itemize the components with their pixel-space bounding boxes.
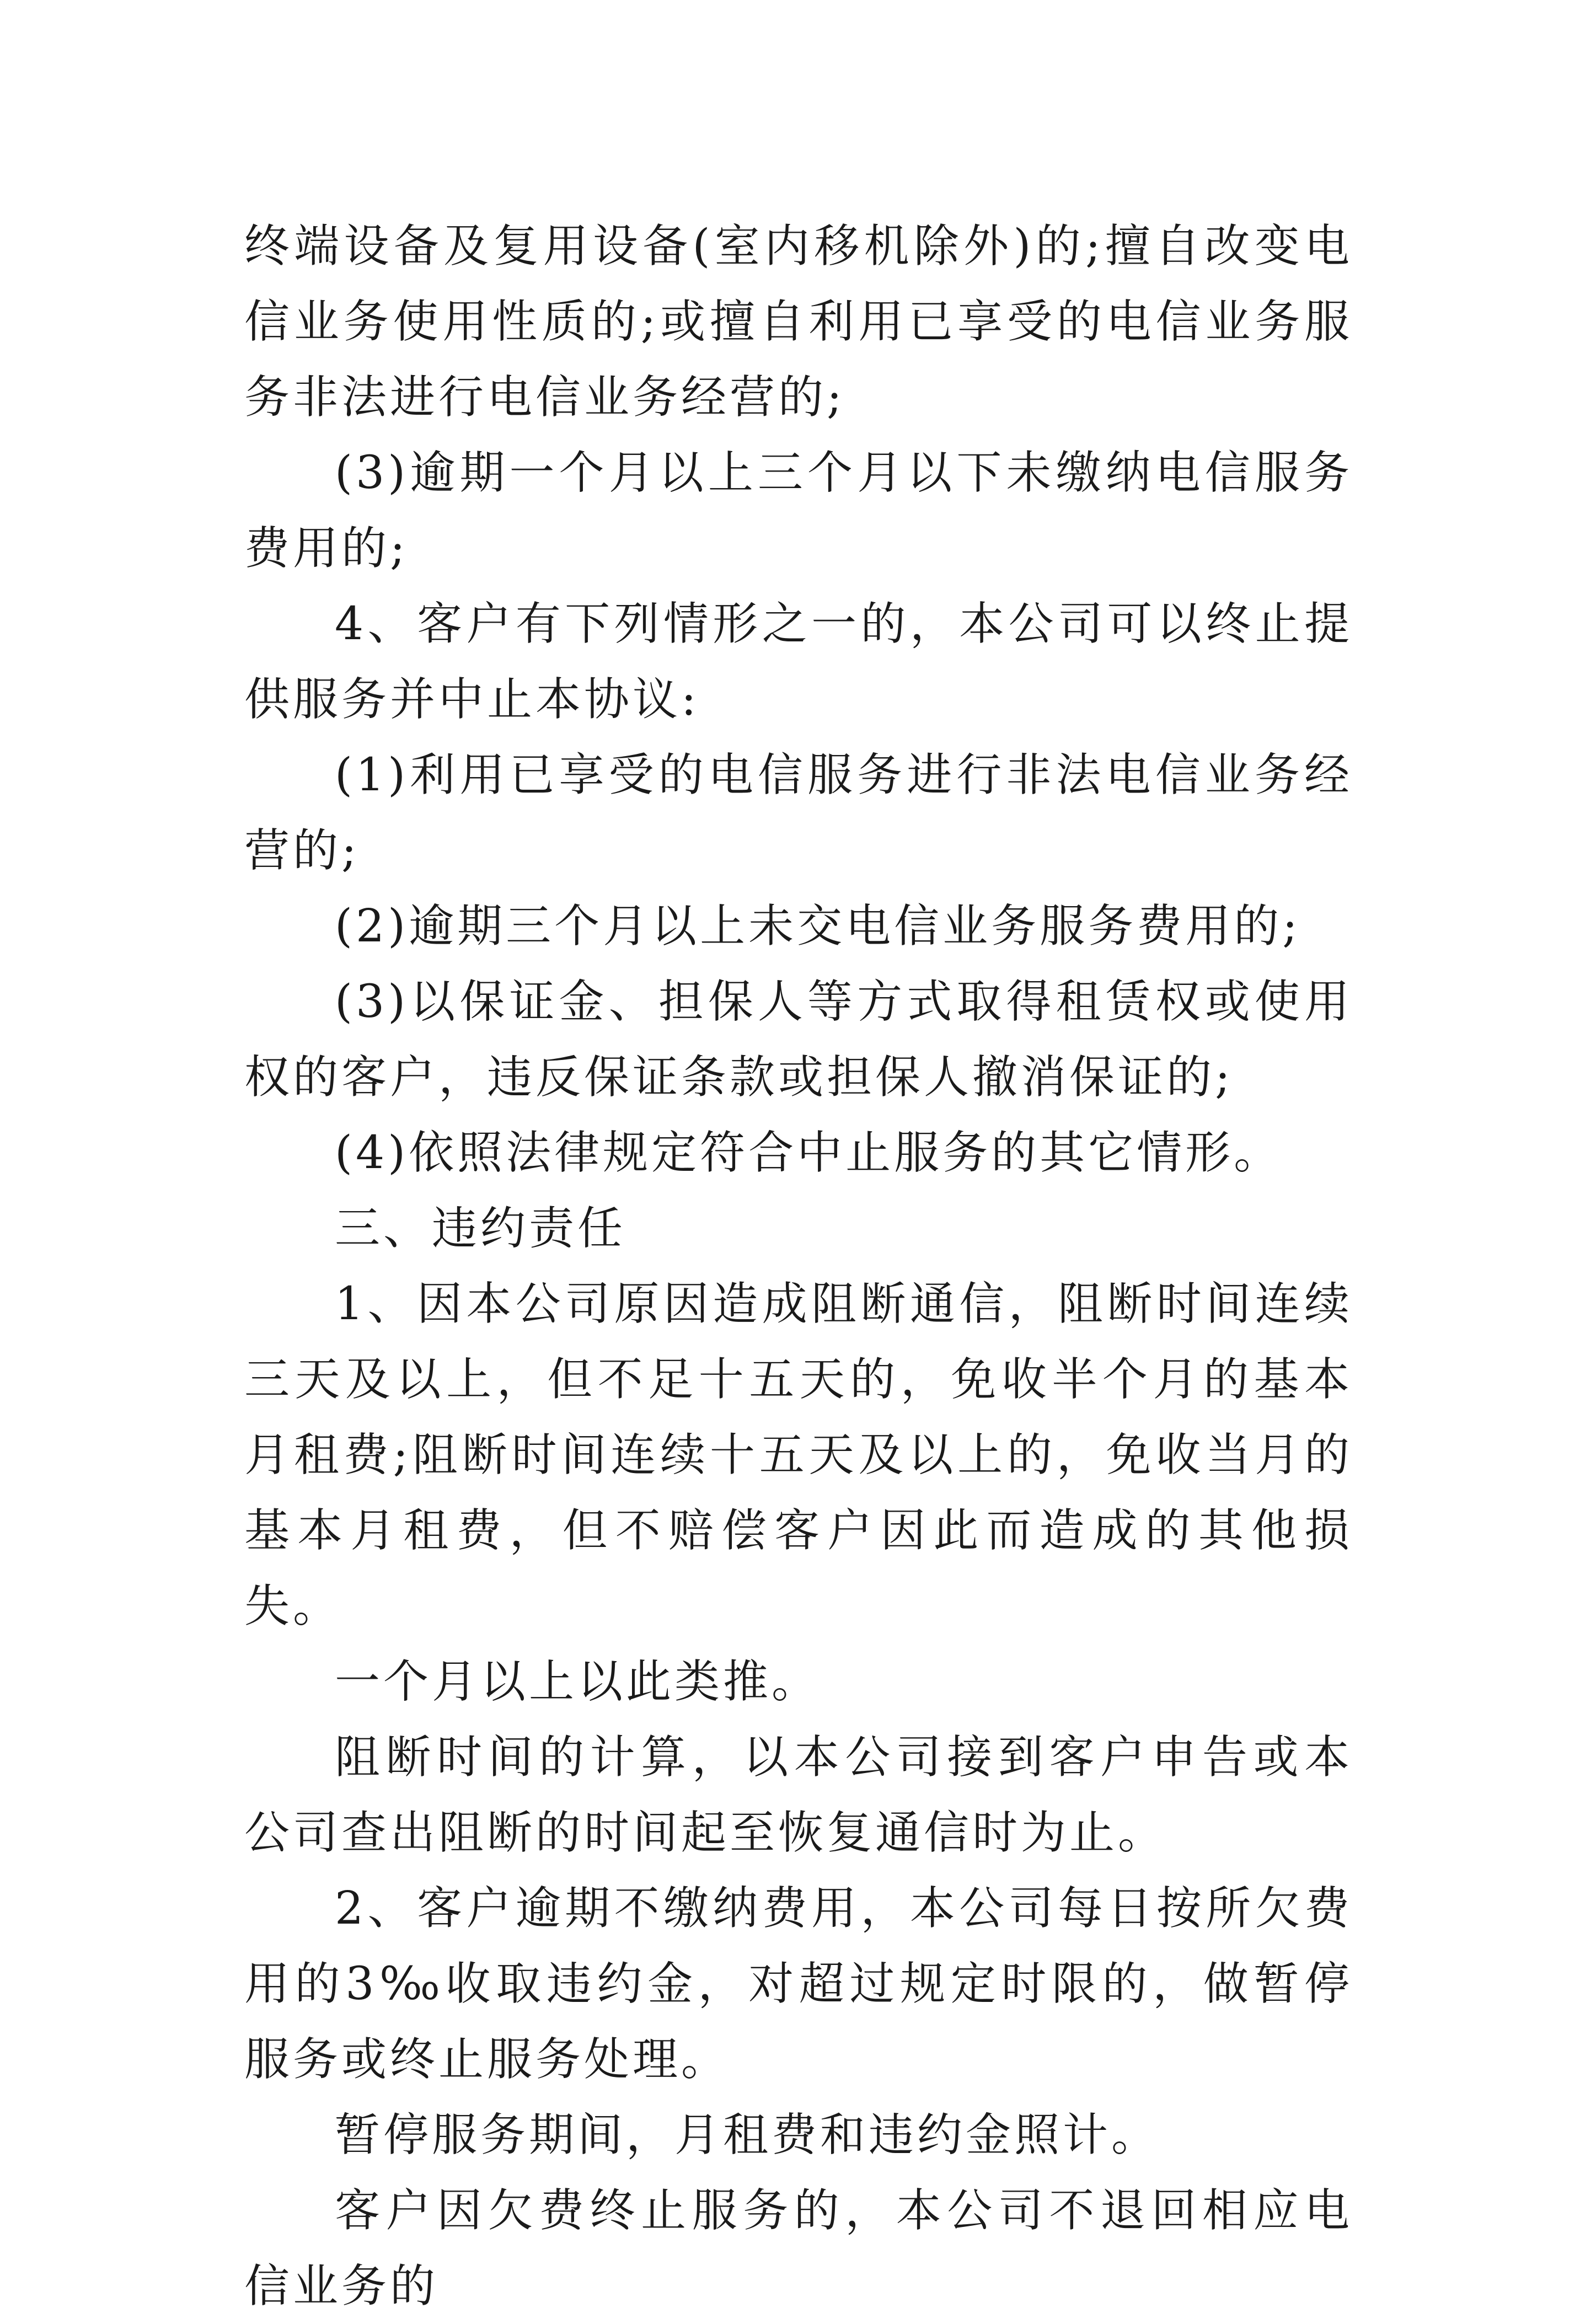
paragraph-continuation: 终端设备及复用设备(室内移机除外)的;擅自改变电信业务使用性质的;或擅自利用已享受的电信业务服务非法进行电信业务经营的; (244, 220, 1353, 424)
paragraph-item-4: (4)依照法律规定符合中止服务的其它情形。 (335, 1127, 1283, 1179)
paragraph-item-2: (2)逾期三个月以上未交电信业务服务费用的; (335, 900, 1301, 952)
paragraph-suspension-fees: 暂停服务期间，月租费和违约金照计。 (335, 2109, 1160, 2161)
document-body (244, 208, 1353, 2324)
paragraph-item-3-overdue: (3)逾期一个月以上三个月以下未缴纳电信服务费用的; (244, 447, 1353, 575)
paragraph-breach-1: 1、因本公司原因造成阻断通信，阻断时间连续三天及以上，但不足十五天的，免收半个月的基本月租费;阻断时间连续十五天及以上的，免收当月的基本月租费，但不赔偿客户因此而造成的其他损失。 (244, 1278, 1353, 1632)
paragraph-clause-4: 4、客户有下列情形之一的，本公司可以终止提供服务并中止本协议: (244, 598, 1353, 726)
paragraph-termination-refund: 客户因欠费终止服务的，本公司不退回相应电信业务的 (244, 2184, 1353, 2312)
section-heading-breach: 三、违约责任 (335, 1202, 626, 1255)
paragraph-item-1: (1)利用已享受的电信服务进行非法电信业务经营的; (244, 749, 1353, 877)
paragraph-analogy: 一个月以上以此类推。 (335, 1656, 821, 1708)
paragraph-interruption-time: 阻断时间的计算，以本公司接到客户申告或本公司查出阻断的时间起至恢复通信时为止。 (244, 1731, 1353, 1859)
paragraph-item-3: (3)以保证金、担保人等方式取得租赁权或使用权的客户，违反保证条款或担保人撤消保证的; (244, 976, 1353, 1104)
paragraph-breach-2: 2、客户逾期不缴纳费用，本公司每日按所欠费用的3‰收取违约金，对超过规定时限的，做暂停服务或终止服务处理。 (244, 1882, 1353, 2086)
